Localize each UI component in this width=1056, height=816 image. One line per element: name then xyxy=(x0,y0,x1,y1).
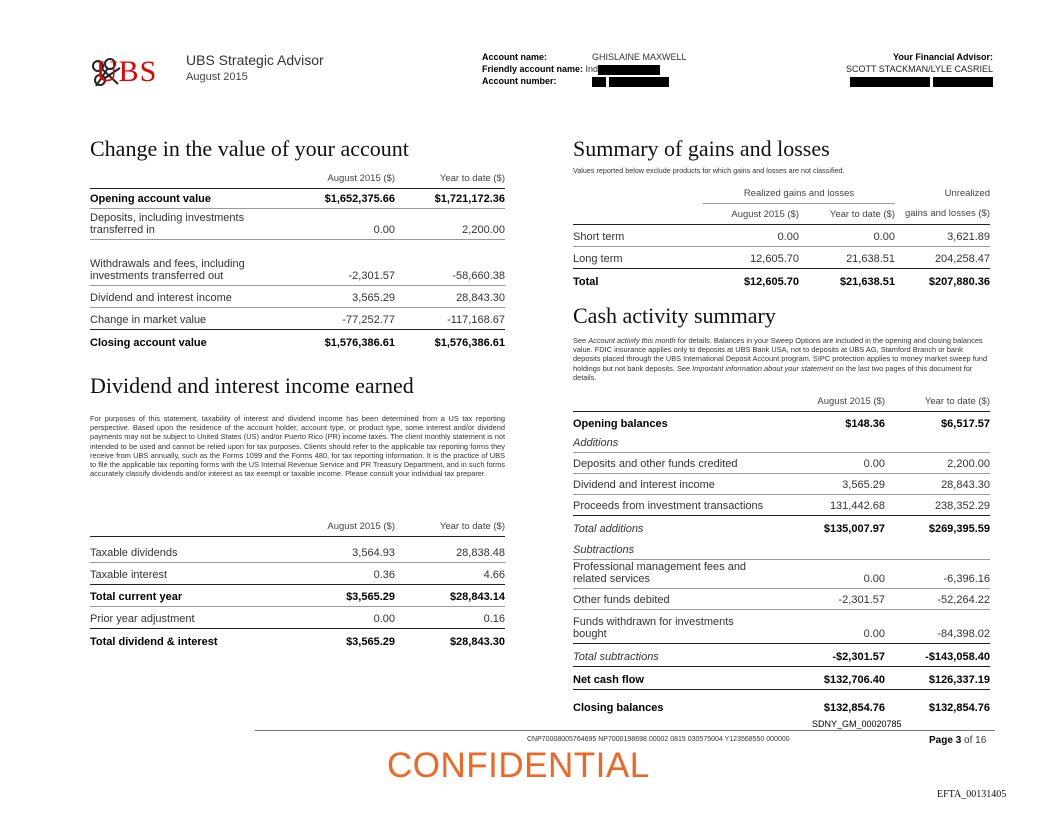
cell-value: $269,395.59 xyxy=(885,516,990,538)
dividend-title: Dividend and interest income earned xyxy=(90,373,414,398)
row-label: Funds withdrawn for investments bought xyxy=(573,610,780,644)
dividend-note: For purposes of this statement, taxability of interest and dividend income has been determined from a US tax reporting perspective. Based upon the residence of the account holder, account type, or product type, some interest and/or dividend payments may not be subject to United States (US) and/or Puerto Rico (PR) income taxes. The client monthly statement is not intended to be used and cannot be relied upon for tax purposes. Clients should refer to the applicable tax reporting forms they receive from UBS annually, such as the Forms 1099 and the Forms 480, for tax reporting information. It is the practice of UBS to file the applicable tax reporting forms with the US Internal Revenue Service and PR Treasury Department, and in such forms accurately classify dividends and/or interest as tax exempt or taxable income. Please consult your individual tax preparer. xyxy=(90,414,505,479)
column-header: Year to date ($) xyxy=(924,395,990,407)
cell-value: 0.00 xyxy=(285,209,395,240)
row-label: Total additions xyxy=(573,516,780,538)
cell-value: 4.66 xyxy=(395,563,505,585)
row-label: Short term xyxy=(573,225,703,247)
cash-table xyxy=(573,391,990,717)
cell-value: 2,200.00 xyxy=(395,209,505,240)
column-header: August 2015 ($) xyxy=(731,208,799,220)
cell-value: 131,442.68 xyxy=(780,495,885,516)
statement-date: August 2015 xyxy=(186,71,248,83)
account-name-value: GHISLAINE MAXWELL xyxy=(592,52,687,62)
footer-divider xyxy=(255,730,995,731)
page-label: Page xyxy=(929,735,953,746)
cell-value: $6,517.57 xyxy=(885,412,990,433)
redaction-bar xyxy=(598,65,660,75)
cell-value: 0.16 xyxy=(395,607,505,629)
change-in-value-table xyxy=(90,168,505,352)
cell-value: $132,854.76 xyxy=(885,690,990,717)
cell-value: -117,168.67 xyxy=(395,308,505,330)
cash-title: Cash activity summary xyxy=(573,303,776,328)
page-number: 3 xyxy=(955,735,962,746)
cell-value: $207,880.36 xyxy=(895,269,990,291)
column-header: August 2015 ($) xyxy=(817,395,885,407)
cell-value: $148.36 xyxy=(780,412,885,433)
cell-value: $126,337.19 xyxy=(885,667,990,690)
cell-value: 0.36 xyxy=(285,563,395,585)
cash-note-text: on the last two pages of this document for details. xyxy=(573,363,973,382)
page-indicator xyxy=(929,735,986,746)
gains-subtitle: Values reported below exclude products for which gains and losses are not classified. xyxy=(573,166,845,175)
cell-value: 21,638.51 xyxy=(799,247,895,269)
column-header: Year to date ($) xyxy=(829,208,895,220)
redaction-bar xyxy=(592,77,606,87)
column-header: gains and losses ($) xyxy=(904,208,990,220)
cell-value: 0.00 xyxy=(703,225,799,247)
account-number-label: Account number: xyxy=(482,76,557,86)
cell-value: $1,652,375.66 xyxy=(285,189,395,209)
cell-value: 0.00 xyxy=(285,607,395,629)
cell-value: $132,854.76 xyxy=(780,690,885,717)
cell-value: 3,564.93 xyxy=(285,537,395,563)
efta-number: EFTA_00131405 xyxy=(937,789,1007,800)
cell-value: 0.00 xyxy=(780,610,885,644)
cell-value: $135,007.97 xyxy=(780,516,885,538)
advisor-name: SCOTT STACKMAN/LYLE CASRIEL xyxy=(845,64,993,74)
row-label: Closing balances xyxy=(573,690,780,717)
cell-value: 0.00 xyxy=(799,225,895,247)
cell-value: $21,638.51 xyxy=(799,269,895,291)
cash-note-link: Important information about your statement xyxy=(692,363,834,373)
section-label: Subtractions xyxy=(573,544,635,556)
row-label: Withdrawals and fees, including investments transferred out xyxy=(90,240,285,286)
realized-group-header: Realized gains and losses xyxy=(703,183,895,204)
cell-value: 204,258.47 xyxy=(895,247,990,269)
redaction-bar xyxy=(609,77,669,87)
section-label: Additions xyxy=(573,437,619,449)
row-label: Total xyxy=(573,269,703,291)
row-label: Proceeds from investment transactions xyxy=(573,495,780,516)
cell-value: -58,660.38 xyxy=(395,240,505,286)
row-label: Total subtractions xyxy=(573,644,780,667)
page-total: of 16 xyxy=(964,735,987,746)
cell-value: $1,576,386.61 xyxy=(285,330,395,352)
row-label: Other funds debited xyxy=(573,589,780,610)
cell-value: -6,396.16 xyxy=(885,560,990,589)
dividend-table xyxy=(90,516,505,651)
cell-value: 2,200.00 xyxy=(885,453,990,474)
row-label: Change in market value xyxy=(90,308,285,330)
row-label: Opening balances xyxy=(573,412,780,433)
column-header: Year to date ($) xyxy=(439,520,505,532)
account-name-label: Account name: xyxy=(482,52,548,62)
cell-value: 28,843.30 xyxy=(885,474,990,495)
redaction-bar xyxy=(933,77,993,87)
cell-value: 0.00 xyxy=(780,453,885,474)
cash-note-text: See xyxy=(573,336,589,345)
account-info xyxy=(482,51,687,87)
cell-value: $132,706.40 xyxy=(780,667,885,690)
cell-value: 3,565.29 xyxy=(285,286,395,308)
cell-value: 3,565.29 xyxy=(780,474,885,495)
cell-value: 28,843.30 xyxy=(395,286,505,308)
unrealized-group-header: Unrealized xyxy=(944,187,990,199)
gains-table xyxy=(573,183,990,291)
cell-value: $1,576,386.61 xyxy=(395,330,505,352)
cash-note xyxy=(573,336,990,382)
bates-number: SDNY_GM_00020785 xyxy=(812,719,902,729)
row-label: Taxable interest xyxy=(90,563,285,585)
cell-value: 3,621.89 xyxy=(895,225,990,247)
cell-value: 12,605.70 xyxy=(703,247,799,269)
cell-value: -$2,301.57 xyxy=(780,644,885,667)
cell-value: -77,252.77 xyxy=(285,308,395,330)
gains-title: Summary of gains and losses xyxy=(573,136,830,161)
column-header: August 2015 ($) xyxy=(327,172,395,184)
cell-value: $3,565.29 xyxy=(285,585,395,607)
cell-value: $12,605.70 xyxy=(703,269,799,291)
cell-value: $3,565.29 xyxy=(285,629,395,651)
cash-note-text: for details. Balances in your Sweep Options are included in the opening and closing balances value. FDIC insurance applies only to deposits at UBS Bank USA, not to deposits at UBS AG, Stamford Branch or bank deposits placed through the UBS International Deposit Account program. SIPC protection applies to money market sweep fund holdings but not bank deposits. See xyxy=(573,336,988,373)
confidential-stamp: CONFIDENTIAL xyxy=(387,746,650,785)
row-label: Closing account value xyxy=(90,330,285,352)
footer-code: CNP70008005764695 NP7000198698 00002 0815 030575004 Y123568550 000000 xyxy=(527,736,790,743)
row-label: Total current year xyxy=(90,585,285,607)
row-label: Deposits, including investments transferred in xyxy=(90,209,285,240)
cell-value: $1,721,172.36 xyxy=(395,189,505,209)
column-header: Year to date ($) xyxy=(439,172,505,184)
document-title: UBS Strategic Advisor xyxy=(186,52,324,68)
row-label: Long term xyxy=(573,247,703,269)
cell-value: -2,301.57 xyxy=(780,589,885,610)
cell-value: $28,843.14 xyxy=(395,585,505,607)
cell-value: $28,843.30 xyxy=(395,629,505,651)
cell-value: -$143,058.40 xyxy=(885,644,990,667)
cell-value: 28,838.48 xyxy=(395,537,505,563)
row-label: Dividend and interest income xyxy=(573,474,780,495)
row-label: Deposits and other funds credited xyxy=(573,453,780,474)
cell-value: 238,352.29 xyxy=(885,495,990,516)
cell-value: -52,264.22 xyxy=(885,589,990,610)
row-label: Dividend and interest income xyxy=(90,286,285,308)
cell-value: 0.00 xyxy=(780,560,885,589)
brand-logo: UBS xyxy=(96,55,158,88)
advisor-label: Your Financial Advisor: xyxy=(892,52,993,62)
row-label: Prior year adjustment xyxy=(90,607,285,629)
cash-note-link: Account activity this month xyxy=(588,336,676,345)
row-label: Total dividend & interest xyxy=(90,629,285,651)
change-in-value-title: Change in the value of your account xyxy=(90,136,409,161)
row-label: Taxable dividends xyxy=(90,537,285,563)
cell-value: -2,301.57 xyxy=(285,240,395,286)
friendly-name-value: Ind xyxy=(585,64,599,74)
row-label: Opening account value xyxy=(90,189,285,209)
financial-advisor xyxy=(846,51,993,87)
row-label: Net cash flow xyxy=(573,667,780,690)
friendly-name-label: Friendly account name: xyxy=(482,64,584,74)
cell-value: -84,398.02 xyxy=(885,610,990,644)
redaction-bar xyxy=(850,77,930,87)
column-header: August 2015 ($) xyxy=(327,520,395,532)
row-label: Professional management fees and related services xyxy=(573,560,780,589)
